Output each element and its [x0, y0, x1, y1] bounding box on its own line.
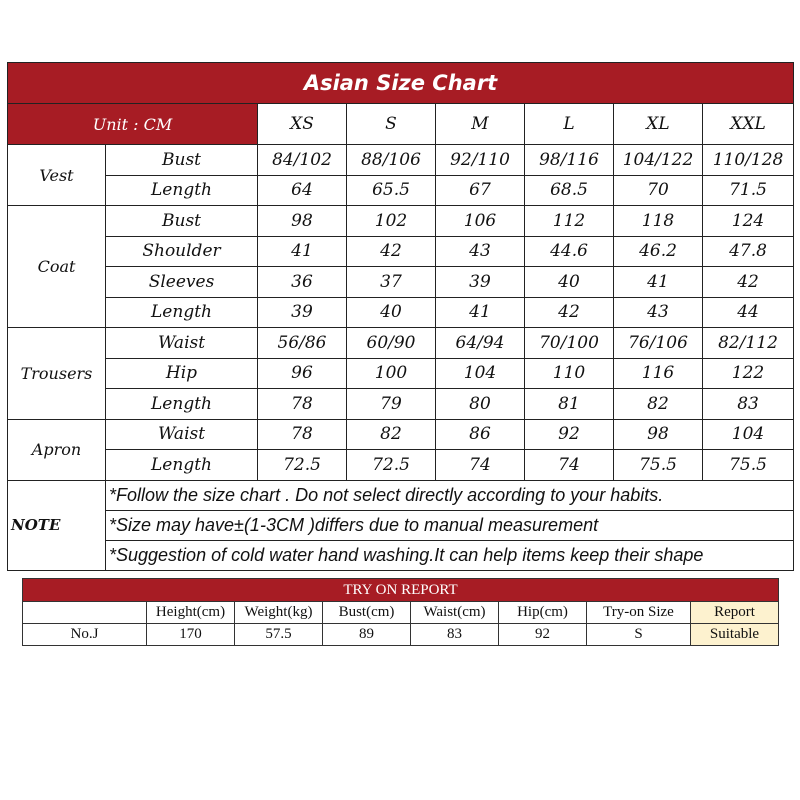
try-on-value-cell: 92	[499, 624, 587, 646]
size-value-cell: 96	[258, 358, 347, 389]
note-row	[8, 480, 794, 510]
size-value-cell: 70/100	[525, 328, 614, 359]
size-row	[8, 328, 794, 359]
size-header-m: M	[436, 104, 525, 145]
size-value-cell: 70	[614, 175, 703, 206]
garment-group-label: Apron	[8, 419, 106, 480]
unit-label: Unit : CM	[8, 104, 258, 145]
size-header-l: L	[525, 104, 614, 145]
size-header-xs: XS	[258, 104, 347, 145]
size-value-cell: 68.5	[525, 175, 614, 206]
size-value-cell: 41	[436, 297, 525, 328]
measurement-label: Waist	[106, 419, 258, 450]
size-value-cell: 110	[525, 358, 614, 389]
measurement-label: Length	[106, 389, 258, 420]
size-value-cell: 104	[703, 419, 794, 450]
size-row	[8, 389, 794, 420]
size-value-cell: 41	[258, 236, 347, 267]
try-on-header-cell: Height(cm)	[147, 602, 235, 624]
garment-group-label: Coat	[8, 206, 106, 328]
size-value-cell: 72.5	[347, 450, 436, 481]
size-value-cell: 82	[347, 419, 436, 450]
size-value-cell: 74	[436, 450, 525, 481]
size-row	[8, 267, 794, 298]
size-value-cell: 104	[436, 358, 525, 389]
size-row	[8, 175, 794, 206]
size-value-cell: 43	[614, 297, 703, 328]
size-value-cell: 46.2	[614, 236, 703, 267]
size-value-cell: 82/112	[703, 328, 794, 359]
size-value-cell: 92/110	[436, 145, 525, 176]
size-value-cell: 81	[525, 389, 614, 420]
measurement-label: Sleeves	[106, 267, 258, 298]
garment-group-label: Vest	[8, 145, 106, 206]
size-value-cell: 88/106	[347, 145, 436, 176]
size-value-cell: 56/86	[258, 328, 347, 359]
try-on-data-row	[23, 624, 779, 646]
size-value-cell: 86	[436, 419, 525, 450]
size-value-cell: 42	[703, 267, 794, 298]
size-value-cell: 98/116	[525, 145, 614, 176]
size-value-cell: 106	[436, 206, 525, 237]
size-value-cell: 72.5	[258, 450, 347, 481]
size-value-cell: 83	[703, 389, 794, 420]
size-value-cell: 102	[347, 206, 436, 237]
size-value-cell: 67	[436, 175, 525, 206]
size-value-cell: 71.5	[703, 175, 794, 206]
try-on-header-cell: Try-on Size	[587, 602, 691, 624]
try-on-header-cell: Waist(cm)	[411, 602, 499, 624]
size-row	[8, 236, 794, 267]
size-value-cell: 60/90	[347, 328, 436, 359]
size-value-cell: 79	[347, 389, 436, 420]
size-row	[8, 297, 794, 328]
size-value-cell: 43	[436, 236, 525, 267]
size-value-cell: 110/128	[703, 145, 794, 176]
size-value-cell: 104/122	[614, 145, 703, 176]
size-row	[8, 450, 794, 481]
size-value-cell: 41	[614, 267, 703, 298]
try-on-header-cell: Report	[691, 602, 779, 624]
size-header-xxl: XXL	[703, 104, 794, 145]
size-value-cell: 100	[347, 358, 436, 389]
size-value-cell: 78	[258, 419, 347, 450]
note-row	[8, 540, 794, 570]
try-on-header-cell: Weight(kg)	[235, 602, 323, 624]
size-value-cell: 74	[525, 450, 614, 481]
size-value-cell: 42	[347, 236, 436, 267]
try-on-value-cell: 89	[323, 624, 411, 646]
note-row	[8, 510, 794, 540]
measurement-label: Shoulder	[106, 236, 258, 267]
try-on-value-cell: No.J	[23, 624, 147, 646]
size-value-cell: 39	[258, 297, 347, 328]
try-on-value-cell: 83	[411, 624, 499, 646]
size-value-cell: 40	[525, 267, 614, 298]
size-value-cell: 75.5	[703, 450, 794, 481]
size-value-cell: 112	[525, 206, 614, 237]
try-on-report-table	[22, 578, 779, 646]
measurement-label: Length	[106, 450, 258, 481]
size-value-cell: 122	[703, 358, 794, 389]
measurement-label: Bust	[106, 206, 258, 237]
try-on-value-cell: 57.5	[235, 624, 323, 646]
try-on-value-cell: Suitable	[691, 624, 779, 646]
note-line: *Suggestion of cold water hand washing.It can help items keep their shape	[106, 540, 794, 570]
size-value-cell: 36	[258, 267, 347, 298]
size-chart-table	[7, 62, 794, 571]
size-value-cell: 64	[258, 175, 347, 206]
measurement-label: Waist	[106, 328, 258, 359]
size-value-cell: 84/102	[258, 145, 347, 176]
try-on-header-row	[23, 602, 779, 624]
size-value-cell: 47.8	[703, 236, 794, 267]
size-value-cell: 78	[258, 389, 347, 420]
note-label: NOTE	[8, 480, 106, 570]
size-value-cell: 116	[614, 358, 703, 389]
try-on-value-cell: S	[587, 624, 691, 646]
size-value-cell: 75.5	[614, 450, 703, 481]
garment-group-label: Trousers	[8, 328, 106, 420]
size-value-cell: 80	[436, 389, 525, 420]
size-value-cell: 92	[525, 419, 614, 450]
size-value-cell: 40	[347, 297, 436, 328]
size-value-cell: 98	[258, 206, 347, 237]
size-value-cell: 82	[614, 389, 703, 420]
size-value-cell: 39	[436, 267, 525, 298]
measurement-label: Hip	[106, 358, 258, 389]
size-value-cell: 118	[614, 206, 703, 237]
size-value-cell: 76/106	[614, 328, 703, 359]
size-value-cell: 64/94	[436, 328, 525, 359]
size-header-xl: XL	[614, 104, 703, 145]
size-value-cell: 65.5	[347, 175, 436, 206]
size-header-s: S	[347, 104, 436, 145]
try-on-title: TRY ON REPORT	[23, 579, 779, 602]
size-row	[8, 206, 794, 237]
measurement-label: Length	[106, 297, 258, 328]
measurement-label: Length	[106, 175, 258, 206]
size-value-cell: 42	[525, 297, 614, 328]
size-value-cell: 124	[703, 206, 794, 237]
size-value-cell: 98	[614, 419, 703, 450]
note-line: *Size may have±(1-3CM )differs due to manual measurement	[106, 510, 794, 540]
chart-title: Asian Size Chart	[8, 63, 794, 104]
try-on-header-cell: Hip(cm)	[499, 602, 587, 624]
size-value-cell: 44	[703, 297, 794, 328]
size-row	[8, 419, 794, 450]
try-on-header-cell	[23, 602, 147, 624]
measurement-label: Bust	[106, 145, 258, 176]
try-on-header-cell: Bust(cm)	[323, 602, 411, 624]
try-on-value-cell: 170	[147, 624, 235, 646]
size-value-cell: 44.6	[525, 236, 614, 267]
size-row	[8, 358, 794, 389]
note-line: *Follow the size chart . Do not select directly according to your habits.	[106, 480, 794, 510]
size-value-cell: 37	[347, 267, 436, 298]
size-row	[8, 145, 794, 176]
